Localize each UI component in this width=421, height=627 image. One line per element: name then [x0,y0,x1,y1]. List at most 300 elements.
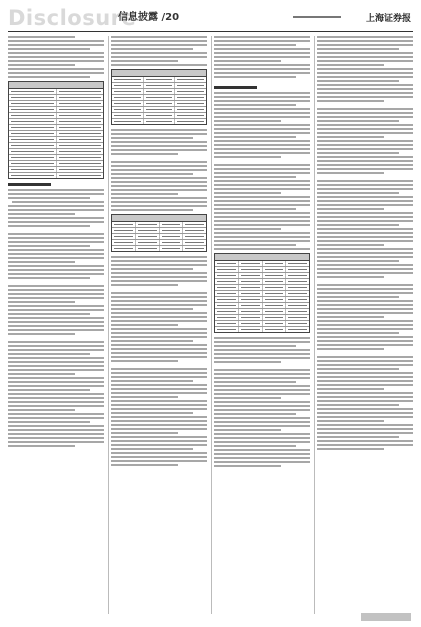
text-line [214,389,310,391]
text-line [111,336,207,338]
text-line [8,429,104,431]
text-line [8,305,104,307]
table [111,214,207,252]
text-line [317,76,413,78]
text-line [8,425,104,427]
text-line [111,312,207,314]
text-line [8,389,90,391]
text-line [111,464,178,466]
brand-wordmark: Disclosure [8,6,137,30]
text-line [111,344,207,346]
text-line [317,252,413,254]
text-line [214,44,296,46]
article-columns [8,36,413,614]
text-line [214,421,310,423]
text-line [8,309,104,311]
masthead-rule [8,31,413,32]
text-line [8,273,104,275]
text-line [111,352,207,354]
text-line [214,188,310,190]
text-line [317,120,399,122]
text-line [317,312,413,314]
text-line [111,60,178,62]
text-line [8,257,104,259]
text-line [317,404,399,406]
text-line [317,172,384,174]
text-line [8,64,75,66]
text-line [317,224,399,226]
column-divider [108,36,109,614]
text-line [8,233,104,235]
text-line [8,345,104,347]
text-line [111,360,178,362]
text-line [317,236,413,238]
text-line [317,264,413,266]
text-line [317,392,413,394]
text-line [8,189,104,191]
text-line [317,292,413,294]
text-line [317,192,399,194]
text-line [317,408,413,410]
text-line [111,436,207,438]
text-line [214,192,281,194]
text-line [111,392,207,394]
text-line [317,48,399,50]
text-line [111,185,207,187]
text-line [317,92,413,94]
text-line [214,96,310,98]
text-line [317,388,384,390]
text-line [8,48,90,50]
text-line [317,272,413,274]
text-line [317,296,399,298]
text-line [317,248,413,250]
text-line [214,244,296,246]
text-line [8,349,104,351]
text-line [317,332,399,334]
text-line [111,348,207,350]
text-line [317,368,399,370]
text-line [8,245,90,247]
text-line [317,244,384,246]
text-line [111,416,207,418]
text-line [214,453,310,455]
text-line [8,357,104,359]
text-line [8,369,104,371]
text-line [317,80,399,82]
text-line [214,437,310,439]
text-line [8,361,104,363]
text-line [214,132,310,134]
text-line [8,285,104,287]
text-line [317,428,413,430]
text-line [317,56,413,58]
text-line [8,381,104,383]
text-line [214,345,296,347]
text-line [214,357,310,359]
column-4 [317,36,413,614]
text-line [214,108,310,110]
text-line [214,349,310,351]
text-line [111,444,207,446]
text-line [8,52,104,54]
text-line [317,196,413,198]
text-line [111,52,207,54]
text-line [111,332,207,334]
text-line [8,393,104,395]
text-line [111,300,207,302]
text-line [8,413,104,415]
text-line [317,40,413,42]
text-line [111,209,193,211]
text-line [214,409,310,411]
paper-name: 上海证券报 [365,14,411,24]
column-divider [211,36,212,614]
text-line [214,148,310,150]
text-line [8,72,104,74]
text-line [111,404,207,406]
text-line [317,256,413,258]
text-line [8,297,104,299]
text-line [111,284,178,286]
text-line [8,353,90,355]
text-line [317,108,413,110]
text-line [111,380,193,382]
text-line [214,228,281,230]
text-line [111,129,207,131]
text-line [214,461,310,463]
text-line [317,328,413,330]
table-header [112,70,206,77]
text-line [8,277,90,279]
text-line [317,216,413,218]
text-line [8,377,104,379]
text-line [111,428,207,430]
text-line [317,348,384,350]
text-line [317,228,413,230]
text-line [214,361,281,363]
text-line [8,237,104,239]
text-line [111,452,207,454]
text-line [111,141,207,143]
text-line [214,128,310,130]
text-line [317,36,413,38]
text-line [214,377,310,379]
text-line [317,384,413,386]
text-line [8,341,104,343]
text-line [111,177,207,179]
text-line [214,56,310,58]
text-line [214,92,310,94]
text-line [214,136,296,138]
text-line [8,40,104,42]
table-row [9,173,103,178]
text-line [214,216,310,218]
text-line [214,68,310,70]
text-line [111,56,207,58]
text-line [8,401,104,403]
text-line [214,204,310,206]
text-line [317,128,413,130]
text-line [317,100,384,102]
text-line [214,341,310,343]
text-line [214,381,296,383]
text-line [8,405,104,407]
text-line [8,329,104,331]
text-line [317,340,413,342]
text-line [111,36,207,38]
text-line [111,181,207,183]
text-line [111,264,207,266]
text-line [317,364,413,366]
text-line [317,60,413,62]
text-line [317,84,413,86]
text-line [214,72,310,74]
text-line [111,189,207,191]
text-line [214,196,310,198]
text-line [317,52,413,54]
text-line [111,256,207,258]
text-line [8,333,75,335]
text-line [214,172,310,174]
text-line [8,76,90,78]
text-line [8,56,104,58]
text-line [111,40,207,42]
text-line [214,449,310,451]
text-line [214,385,310,387]
text-line [8,289,104,291]
text-line [317,316,384,318]
column-3 [214,36,310,614]
masthead [8,6,413,30]
text-line [111,149,207,151]
text-line [111,296,207,298]
text-line [214,176,296,178]
text-line [111,276,207,278]
text-line [214,124,310,126]
text-line [317,304,413,306]
text-line [317,152,399,154]
text-line [214,405,310,407]
text-line [8,313,90,315]
text-line [111,292,207,294]
text-line [317,268,413,270]
text-line [8,197,90,199]
text-line [8,421,90,423]
text-line [8,321,104,323]
text-line [8,44,104,46]
text-line [8,241,104,243]
text-line [214,168,310,170]
text-line [111,272,207,274]
text-line [317,396,413,398]
text-line [317,140,413,142]
text-line [317,420,384,422]
text-line [214,240,310,242]
text-line [214,52,310,54]
text-line [111,169,207,171]
text-line [317,288,413,290]
text-line [111,432,178,434]
text-line [8,365,104,367]
text-line [317,148,413,150]
text-line [111,64,207,66]
text-line [317,308,413,310]
section-title: 信息披露 /20 [118,12,180,23]
text-line [8,213,75,215]
text-line [8,409,75,411]
text-line [317,300,413,302]
text-line [111,448,193,450]
text-line [214,116,310,118]
text-line [111,173,193,175]
text-line [214,441,310,443]
text-line [111,308,193,310]
text-line [111,368,207,370]
text-line [8,253,104,255]
table [8,81,104,179]
text-line [317,132,413,134]
text-line [214,445,296,447]
text-line [214,140,310,142]
text-line [111,165,207,167]
text-line [214,220,310,222]
text-line [214,120,281,122]
text-line [111,137,193,139]
text-line [8,205,104,207]
text-line [214,36,310,38]
text-line [317,88,413,90]
text-line [317,112,413,114]
text-line [317,164,413,166]
text-line [8,301,75,303]
text-line [214,369,310,371]
text-line [214,40,310,42]
text-line [214,393,310,395]
text-line [8,193,104,195]
text-line [317,284,413,286]
text-line [8,325,104,327]
text-line [317,440,413,442]
text-line [111,396,178,398]
text-line [317,412,413,414]
text-line [111,205,207,207]
text-line [317,380,413,382]
text-line [111,201,207,203]
text-line [111,412,193,414]
text-line [317,372,413,374]
text-line [111,153,178,155]
text-line [317,324,413,326]
table-row [112,119,206,124]
text-line [111,408,207,410]
text-line [214,104,296,106]
text-line [8,217,104,219]
column-2 [111,36,207,614]
text-line [317,144,413,146]
text-line [317,44,413,46]
text-line [317,156,413,158]
text-line [111,320,207,322]
table-row [112,246,206,251]
text-line [214,184,310,186]
text-line [214,200,310,202]
column-divider [314,36,315,614]
text-line [214,212,310,214]
text-line [214,152,310,154]
text-line [317,208,384,210]
text-line [214,112,310,114]
text-line [8,261,75,263]
text-line [214,64,310,66]
text-line [8,385,104,387]
text-line [8,249,104,251]
text-line [317,344,413,346]
text-line [111,260,207,262]
text-line [111,145,207,147]
text-line [8,441,104,443]
text-line [214,164,310,166]
text-line [214,156,281,158]
text-line [214,425,310,427]
section-heading [214,86,257,89]
text-line [111,356,207,358]
text-line [8,417,104,419]
text-line [317,432,413,434]
text-line [12,201,104,203]
text-line [111,388,207,390]
text-line [317,160,413,162]
text-line [111,456,207,458]
text-line [317,356,413,358]
text-line [214,417,310,419]
text-line [111,197,207,199]
text-line [317,220,413,222]
text-line [214,180,310,182]
text-line [214,397,281,399]
table-header [215,254,309,261]
text-line [317,240,413,242]
text-line [214,236,310,238]
text-line [317,188,413,190]
text-line [111,420,207,422]
text-line [8,36,75,38]
text-line [111,193,178,195]
text-line [317,68,413,70]
text-line [317,320,413,322]
table-header [112,215,206,222]
text-line [214,208,296,210]
text-line [317,96,413,98]
text-line [214,465,281,467]
text-line [111,316,207,318]
text-line [317,276,384,278]
text-line [214,100,310,102]
text-line [111,328,207,330]
table-header [9,82,103,89]
text-line [317,136,384,138]
text-line [317,448,384,450]
text-line [214,248,310,250]
text-line [317,360,413,362]
text-line [111,304,207,306]
table-row [215,327,309,332]
text-line [111,384,207,386]
text-line [317,424,413,426]
text-line [317,260,399,262]
text-line [317,184,413,186]
section-heading [8,183,51,186]
